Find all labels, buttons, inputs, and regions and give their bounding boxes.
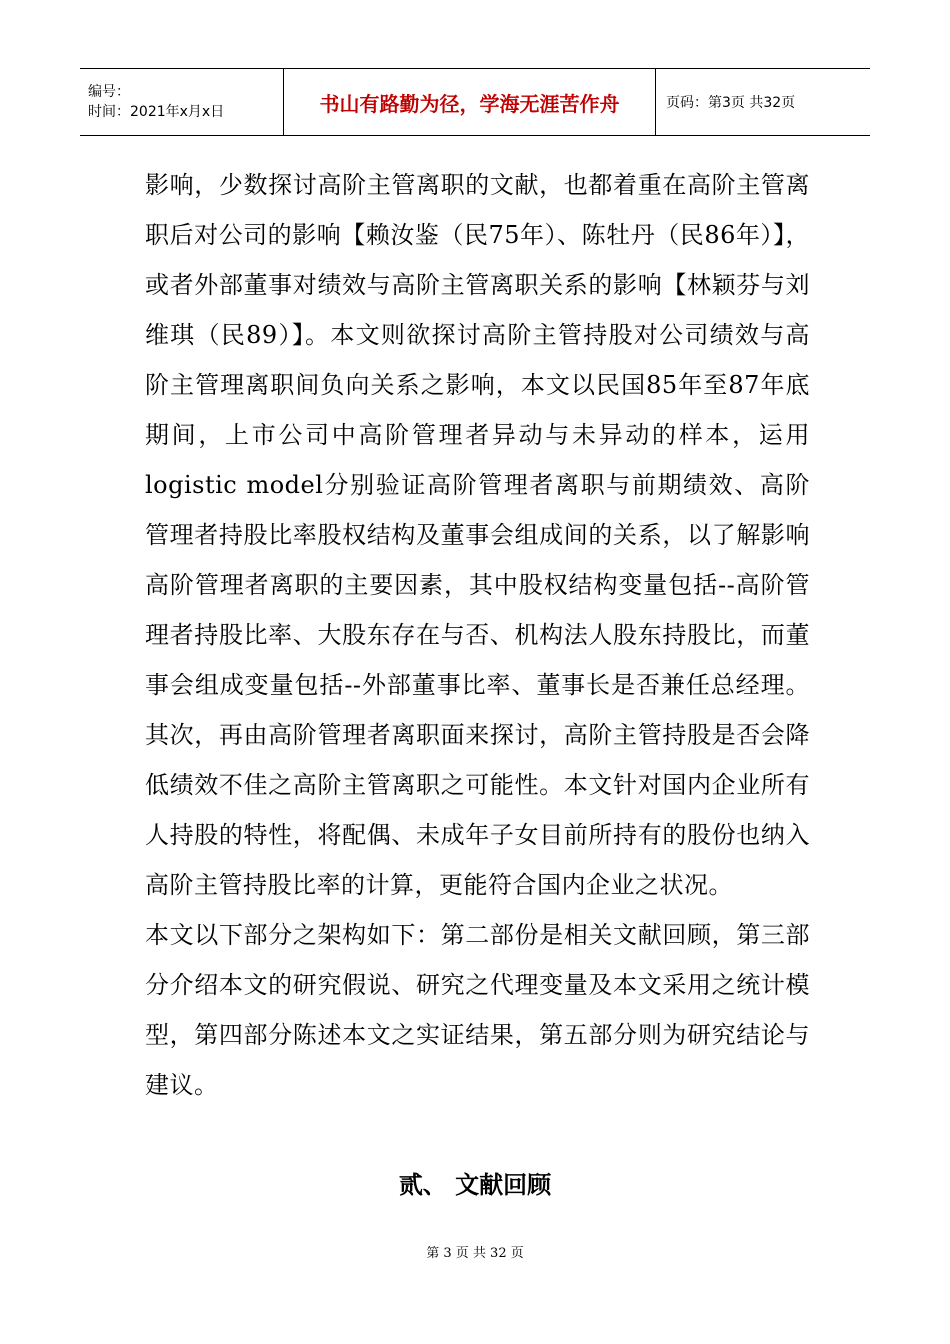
section-heading: 贰、 文献回顾: [398, 1171, 552, 1199]
header-page-info: [656, 69, 870, 135]
header-time-label: 时间：2021年x月x日: [88, 104, 225, 120]
header-number-label: 编号：: [88, 84, 130, 100]
body-paragraph-2: 本文以下部分之架构如下：第二部份是相关文献回顾，第三部分介绍本文的研究假说、研究之代理变量及本文采用之统计模型，第四部分陈述本文之实证结果，第五部分则为研究结论与建议。: [145, 921, 810, 1099]
body-paragraph-1: 影响，少数探讨高阶主管离职的文献，也都着重在高阶主管离职后对公司的影响【赖汝鉴（民75年）、陈牡丹（民86年）】，或者外部董事对绩效与高阶主管离职关系的影响【林颖芬与刘维琪（民89）】。本文则欲探讨高阶主管持股对公司绩效与高阶主管理离职间负向关系之影响，本文以民国85年至87年底期间，上市公司中高阶管理者异动与未异动的样本，运用logistic model分别验证高阶管理者离职与前期绩效、高阶管理者持股比率股权结构及董事会组成间的关系，以了解影响高阶管理者离职的主要因素，其中股权结构变量包括--高阶管理者持股比率、大股东存在与否、机构法人股东持股比，而董事会组成变量包括--外部董事比率、董事长是否兼任总经理。其次，再由高阶管理者离职面来探讨，高阶主管持股是否会降低绩效不佳之高阶主管离职之可能性。本文针对国内企业所有人持股的特性，将配偶、未成年子女目前所持有的股份也纳入高阶主管持股比率的计算，更能符合国内企业之状况。: [145, 171, 810, 899]
header-page-info-text: 页码：第3页 共32页: [666, 95, 796, 111]
page-footer: 第 3 页 共 32 页: [426, 1246, 524, 1261]
header-motto: [283, 69, 656, 135]
header-motto-text: 书山有路勤为径，学海无涯苦作舟: [319, 91, 620, 116]
body-text: [145, 160, 810, 1110]
page-header: [80, 68, 870, 136]
header-meta: [80, 69, 283, 135]
